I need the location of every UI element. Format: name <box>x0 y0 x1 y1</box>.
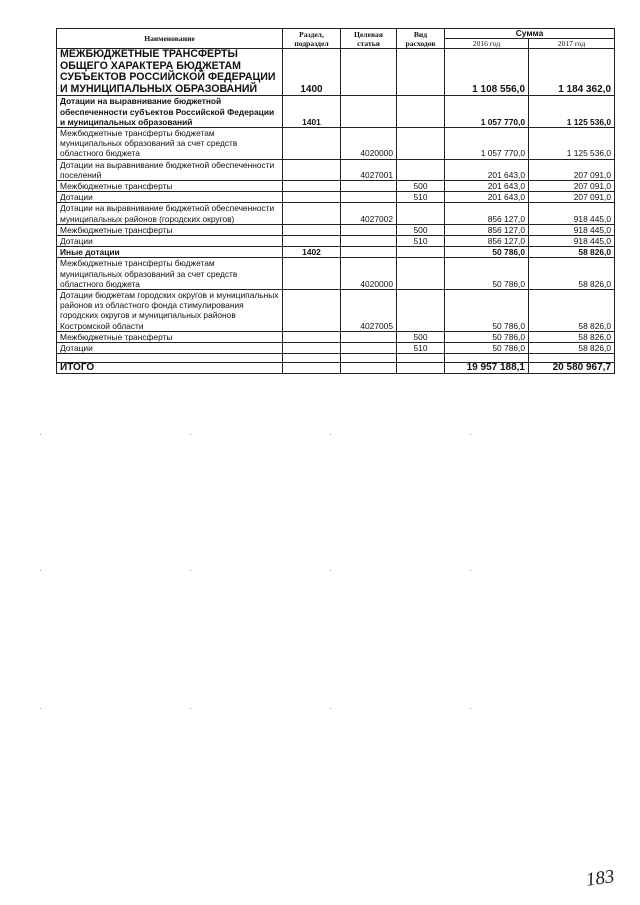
row-celevaya: 4020000 <box>341 258 397 290</box>
row-name: Дотации на выравнивание бюджетной обеспеченности субъектов Российской Федерации и муниципальных образований <box>57 96 283 128</box>
row-2017: 1 125 536,0 <box>529 127 615 159</box>
row-2016: 201 643,0 <box>445 159 529 180</box>
row-2017: 58 826,0 <box>529 343 615 354</box>
table-row <box>57 159 615 180</box>
row-vid: 510 <box>397 192 445 203</box>
scan-speck <box>470 434 471 435</box>
row-2016: 1 057 770,0 <box>445 96 529 128</box>
row-2017: 918 445,0 <box>529 203 615 224</box>
table-row <box>57 290 615 332</box>
row-vid <box>397 290 445 332</box>
scan-speck <box>190 708 191 709</box>
row-2017: 207 091,0 <box>529 181 615 192</box>
row-name: МЕЖБЮДЖЕТНЫЕ ТРАНСФЕРТЫ ОБЩЕГО ХАРАКТЕРА БЮДЖЕТАМ СУБЪЕКТОВ РОССИЙСКОЙ ФЕДЕРАЦИИ И МУНИЦИПАЛЬНЫХ ОБРАЗОВАНИЙ <box>57 49 283 96</box>
row-name: Межбюджетные трансферты <box>57 224 283 235</box>
scan-speck <box>330 570 331 571</box>
row-razdel: 1401 <box>283 96 341 128</box>
table-row <box>57 96 615 128</box>
row-vid: 500 <box>397 181 445 192</box>
row-name: Межбюджетные трансферты <box>57 181 283 192</box>
budget-table <box>56 28 615 374</box>
row-razdel: 1402 <box>283 247 341 258</box>
row-2017: 58 826,0 <box>529 247 615 258</box>
scan-speck <box>190 570 191 571</box>
table-row <box>57 258 615 290</box>
row-celevaya: 4027002 <box>341 203 397 224</box>
row-celevaya <box>341 96 397 128</box>
total-label: ИТОГО <box>57 363 283 374</box>
row-celevaya: 4027001 <box>341 159 397 180</box>
scan-speck <box>470 708 471 709</box>
row-name: Дотации <box>57 192 283 203</box>
table-footer <box>57 354 615 374</box>
row-razdel <box>283 159 341 180</box>
total-row <box>57 363 615 374</box>
row-celevaya <box>341 247 397 258</box>
scan-speck <box>40 434 41 435</box>
scan-speck <box>40 708 41 709</box>
row-razdel <box>283 181 341 192</box>
table-row <box>57 127 615 159</box>
table-row <box>57 181 615 192</box>
row-2016: 1 057 770,0 <box>445 127 529 159</box>
row-razdel <box>283 203 341 224</box>
row-2017: 58 826,0 <box>529 331 615 342</box>
row-2017: 58 826,0 <box>529 290 615 332</box>
row-vid: 510 <box>397 343 445 354</box>
table-row <box>57 49 615 96</box>
header-razdel: Раздел, подраздел <box>283 29 341 49</box>
total-2016: 19 957 188,1 <box>445 363 529 374</box>
row-name: Иные дотации <box>57 247 283 258</box>
row-vid <box>397 159 445 180</box>
row-2016: 50 786,0 <box>445 290 529 332</box>
row-celevaya <box>341 49 397 96</box>
row-vid <box>397 49 445 96</box>
row-celevaya <box>341 236 397 247</box>
row-celevaya: 4020000 <box>341 127 397 159</box>
row-2016: 856 127,0 <box>445 224 529 235</box>
row-razdel <box>283 331 341 342</box>
row-name: Дотации бюджетам городских округов и муниципальных районов из областного фонда стимулирования городских округов и муниципальных районов Костромской области <box>57 290 283 332</box>
row-2017: 918 445,0 <box>529 224 615 235</box>
row-celevaya <box>341 343 397 354</box>
row-razdel <box>283 236 341 247</box>
row-vid <box>397 247 445 258</box>
total-2017: 20 580 967,7 <box>529 363 615 374</box>
row-razdel <box>283 290 341 332</box>
row-2017: 1 184 362,0 <box>529 49 615 96</box>
table-row <box>57 331 615 342</box>
scan-speck <box>470 570 471 571</box>
row-celevaya <box>341 192 397 203</box>
scan-speck <box>40 570 41 571</box>
row-2016: 50 786,0 <box>445 331 529 342</box>
table-row <box>57 236 615 247</box>
table-row <box>57 247 615 258</box>
row-razdel <box>283 258 341 290</box>
row-name: Дотации <box>57 343 283 354</box>
header-year2: 2017 год <box>529 39 615 49</box>
table-header <box>57 29 615 49</box>
scan-speck <box>330 434 331 435</box>
header-celevaya: Целевая статья <box>341 29 397 49</box>
row-2016: 201 643,0 <box>445 181 529 192</box>
row-2016: 50 786,0 <box>445 343 529 354</box>
row-vid: 510 <box>397 236 445 247</box>
header-vid: Вид расходов <box>397 29 445 49</box>
row-name: Межбюджетные трансферты бюджетам муниципальных образований за счет средств областного бюджета <box>57 127 283 159</box>
row-celevaya: 4027005 <box>341 290 397 332</box>
row-2016: 50 786,0 <box>445 258 529 290</box>
row-vid <box>397 96 445 128</box>
row-2017: 58 826,0 <box>529 258 615 290</box>
scan-speck <box>190 434 191 435</box>
row-vid: 500 <box>397 331 445 342</box>
table-body <box>57 49 615 354</box>
row-celevaya <box>341 224 397 235</box>
row-2017: 207 091,0 <box>529 159 615 180</box>
spacer-row <box>57 354 615 363</box>
row-name: Дотации на выравнивание бюджетной обеспеченности поселений <box>57 159 283 180</box>
row-2016: 50 786,0 <box>445 247 529 258</box>
row-name: Межбюджетные трансферты бюджетам муниципальных образований за счет средств областного бюджета <box>57 258 283 290</box>
table-row <box>57 192 615 203</box>
table-row <box>57 343 615 354</box>
row-2017: 207 091,0 <box>529 192 615 203</box>
scan-speck <box>330 708 331 709</box>
row-name: Дотации <box>57 236 283 247</box>
row-razdel <box>283 192 341 203</box>
header-year1: 2016 год <box>445 39 529 49</box>
row-celevaya <box>341 331 397 342</box>
row-name: Дотации на выравнивание бюджетной обеспеченности муниципальных районов (городских округов) <box>57 203 283 224</box>
row-vid <box>397 127 445 159</box>
header-summa: Сумма <box>445 29 615 39</box>
row-2016: 201 643,0 <box>445 192 529 203</box>
row-celevaya <box>341 181 397 192</box>
row-2016: 856 127,0 <box>445 236 529 247</box>
row-razdel: 1400 <box>283 49 341 96</box>
page-number: 183 <box>584 866 616 891</box>
row-vid <box>397 258 445 290</box>
row-2016: 856 127,0 <box>445 203 529 224</box>
table-row <box>57 203 615 224</box>
row-razdel <box>283 343 341 354</box>
table-row <box>57 224 615 235</box>
row-razdel <box>283 224 341 235</box>
header-name: Наименование <box>57 29 283 49</box>
row-2016: 1 108 556,0 <box>445 49 529 96</box>
row-name: Межбюджетные трансферты <box>57 331 283 342</box>
row-razdel <box>283 127 341 159</box>
row-2017: 918 445,0 <box>529 236 615 247</box>
row-vid: 500 <box>397 224 445 235</box>
row-vid <box>397 203 445 224</box>
row-2017: 1 125 536,0 <box>529 96 615 128</box>
